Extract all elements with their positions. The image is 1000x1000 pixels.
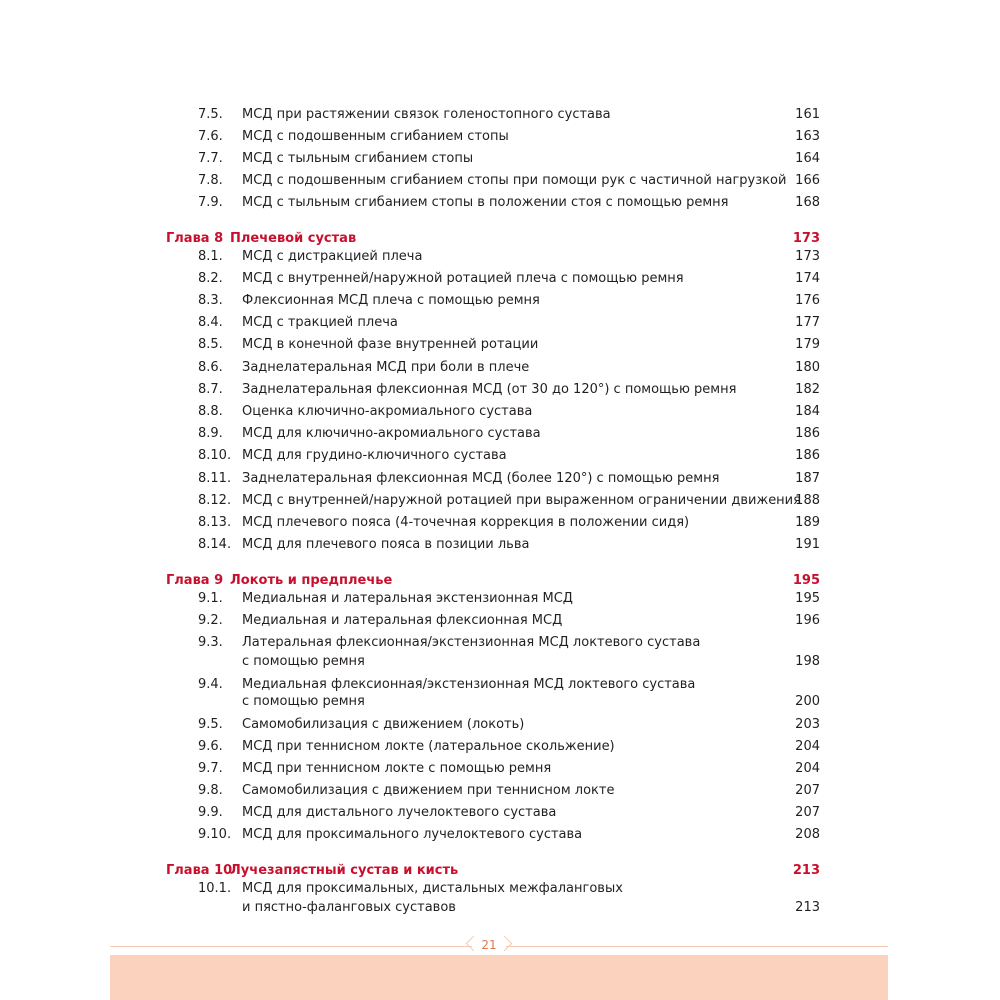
entry-number: 9.3. [198, 635, 223, 650]
entry-title: Медиальная и латеральная экстензионная МСД [242, 591, 573, 606]
entry-title: МСД с подошвенным сгибанием стопы [242, 129, 509, 144]
toc-entry-continuation[interactable] [0, 652, 1000, 672]
toc-entry[interactable] [0, 611, 1000, 631]
entry-page: 177 [795, 315, 820, 330]
entry-page: 163 [795, 129, 820, 144]
entry-number: 9.10. [198, 827, 232, 842]
toc-entry[interactable] [0, 825, 1000, 845]
entry-title: МСД с тракцией плеча [242, 315, 398, 330]
entry-number: 9.8. [198, 783, 223, 798]
entry-title: Медиальная и латеральная флексионная МСД [242, 613, 563, 628]
entry-number: 9.6. [198, 739, 223, 754]
entry-page: 179 [795, 337, 820, 352]
toc-entry[interactable] [0, 402, 1000, 422]
toc-entry[interactable] [0, 380, 1000, 400]
chapter-title: Локоть и предплечье [230, 573, 393, 588]
entry-page: 207 [795, 805, 820, 820]
entry-number: 8.8. [198, 404, 223, 419]
toc-entry[interactable] [0, 269, 1000, 289]
entry-title: МСД для проксимальных, дистальных межфаланговых [242, 881, 623, 896]
entry-number: 8.4. [198, 315, 223, 330]
entry-title: Латеральная флексионная/экстензионная МСД локтевого сустава [242, 635, 701, 650]
entry-number: 8.3. [198, 293, 223, 308]
toc-entry[interactable] [0, 491, 1000, 511]
entry-page: 200 [795, 694, 820, 709]
entry-title: Заднелатеральная флексионная МСД (более 120°) с помощью ремня [242, 471, 720, 486]
entry-page: 188 [795, 493, 820, 508]
entry-number: 9.5. [198, 717, 223, 732]
entry-page: 196 [795, 613, 820, 628]
chapter-page: 173 [792, 231, 820, 246]
entry-title: и пястно-фаланговых суставов [242, 900, 456, 915]
entry-title: МСД для дистального лучелоктевого сустава [242, 805, 557, 820]
entry-page: 189 [795, 515, 820, 530]
entry-page: 195 [795, 591, 820, 606]
entry-page: 198 [795, 654, 820, 669]
toc-entry[interactable] [0, 446, 1000, 466]
entry-title: МСД для плечевого пояса в позиции льва [242, 537, 530, 552]
entry-number: 7.7. [198, 151, 223, 166]
entry-page: 187 [795, 471, 820, 486]
entry-number: 8.13. [198, 515, 232, 530]
entry-page: 161 [795, 107, 820, 122]
toc-entry[interactable] [0, 781, 1000, 801]
entry-title: МСД для проксимального лучелоктевого сустава [242, 827, 583, 842]
entry-number: 9.1. [198, 591, 223, 606]
entry-page: 182 [795, 382, 820, 397]
entry-title: МСД с дистракцией плеча [242, 249, 423, 264]
toc-entry-continuation[interactable] [0, 898, 1000, 918]
entry-number: 8.11. [198, 471, 232, 486]
entry-page: 204 [795, 739, 820, 754]
chapter-page: 213 [792, 863, 820, 878]
entry-title: МСД для ключично-акромиального сустава [242, 426, 541, 441]
entry-number: 8.1. [198, 249, 223, 264]
toc-entry[interactable] [0, 535, 1000, 555]
entry-title: Медиальная флексионная/экстензионная МСД локтевого сустава [242, 677, 696, 692]
entry-title: с помощью ремня [242, 694, 365, 709]
entry-page: 173 [795, 249, 820, 264]
toc-entry[interactable] [0, 149, 1000, 169]
toc-entry[interactable] [0, 513, 1000, 533]
toc-entry[interactable] [0, 424, 1000, 444]
entry-number: 8.12. [198, 493, 232, 508]
toc-entry[interactable] [0, 469, 1000, 489]
entry-number: 9.2. [198, 613, 223, 628]
toc-chapter[interactable] [0, 571, 1000, 591]
entry-number: 8.14. [198, 537, 232, 552]
entry-title: с помощью ремня [242, 654, 365, 669]
entry-page: 186 [795, 448, 820, 463]
chapter-label: Глава 9 [166, 573, 224, 588]
chapter-label: Глава 10 [166, 863, 233, 878]
entry-number: 8.2. [198, 271, 223, 286]
entry-number: 8.5. [198, 337, 223, 352]
toc-entry[interactable] [0, 358, 1000, 378]
toc-entry[interactable] [0, 313, 1000, 333]
entry-title: Оценка ключично-акромиального сустава [242, 404, 533, 419]
chapter-title: Лучезапястный сустав и кисть [230, 863, 459, 878]
entry-title: Заднелатеральная флексионная МСД (от 30 до 120°) с помощью ремня [242, 382, 737, 397]
entry-page: 203 [795, 717, 820, 732]
entry-title: Самомобилизация с движением (локоть) [242, 717, 525, 732]
toc-entry[interactable] [0, 193, 1000, 213]
footer-band [110, 955, 888, 1000]
toc-entry[interactable] [0, 715, 1000, 735]
entry-title: МСД при теннисном локте с помощью ремня [242, 761, 552, 776]
toc-chapter[interactable] [0, 861, 1000, 881]
entry-number: 8.6. [198, 360, 223, 375]
toc-entry[interactable] [0, 335, 1000, 355]
entry-page: 213 [795, 900, 820, 915]
entry-page: 174 [795, 271, 820, 286]
entry-title: Флексионная МСД плеча с помощью ремня [242, 293, 540, 308]
entry-title: МСД для грудино-ключичного сустава [242, 448, 507, 463]
entry-title: МСД с подошвенным сгибанием стопы при помощи рук с частичной нагрузкой [242, 173, 787, 188]
chapter-label: Глава 8 [166, 231, 224, 246]
entry-number: 9.4. [198, 677, 223, 692]
entry-page: 186 [795, 426, 820, 441]
entry-page: 207 [795, 783, 820, 798]
entry-page: 208 [795, 827, 820, 842]
toc-entry[interactable] [0, 105, 1000, 125]
toc-entry[interactable] [0, 803, 1000, 823]
toc-entry[interactable] [0, 737, 1000, 757]
entry-number: 7.8. [198, 173, 223, 188]
chapter-page: 195 [792, 573, 820, 588]
entry-title: МСД при теннисном локте (латеральное скольжение) [242, 739, 615, 754]
entry-number: 9.7. [198, 761, 223, 776]
entry-number: 8.9. [198, 426, 223, 441]
entry-number: 9.9. [198, 805, 223, 820]
entry-page: 164 [795, 151, 820, 166]
toc-entry[interactable] [0, 759, 1000, 779]
entry-page: 184 [795, 404, 820, 419]
entry-page: 176 [795, 293, 820, 308]
entry-title: МСД с тыльным сгибанием стопы в положении стоя с помощью ремня [242, 195, 729, 210]
toc-entry[interactable] [0, 589, 1000, 609]
toc-entry[interactable] [0, 171, 1000, 191]
entry-number: 8.7. [198, 382, 223, 397]
entry-page: 168 [795, 195, 820, 210]
chapter-title: Плечевой сустав [230, 231, 357, 246]
entry-title: МСД с тыльным сгибанием стопы [242, 151, 474, 166]
entry-title: МСД с внутренней/наружной ротацией плеча с помощью ремня [242, 271, 684, 286]
entry-title: Заднелатеральная МСД при боли в плече [242, 360, 530, 375]
entry-page: 180 [795, 360, 820, 375]
entry-title: Самомобилизация с движением при теннисном локте [242, 783, 615, 798]
toc-entry[interactable] [0, 127, 1000, 147]
toc-entry[interactable] [0, 291, 1000, 311]
entry-title: МСД с внутренней/наружной ротацией при выраженном ограничении движения [242, 493, 801, 508]
entry-title: МСД в конечной фазе внутренней ротации [242, 337, 539, 352]
entry-number: 7.6. [198, 129, 223, 144]
toc-entry-continuation[interactable] [0, 692, 1000, 712]
entry-number: 7.9. [198, 195, 223, 210]
entry-title: МСД при растяжении связок голеностопного сустава [242, 107, 611, 122]
toc-entry[interactable] [0, 247, 1000, 267]
entry-number: 7.5. [198, 107, 223, 122]
toc-entry[interactable] [0, 633, 1000, 653]
entry-page: 166 [795, 173, 820, 188]
toc-entry[interactable] [0, 879, 1000, 899]
page-number: 21 [472, 935, 506, 955]
entry-number: 10.1. [198, 881, 232, 896]
entry-page: 204 [795, 761, 820, 776]
toc-chapter[interactable] [0, 229, 1000, 249]
entry-number: 8.10. [198, 448, 232, 463]
entry-title: МСД плечевого пояса (4-точечная коррекция в положении сидя) [242, 515, 690, 530]
entry-page: 191 [795, 537, 820, 552]
